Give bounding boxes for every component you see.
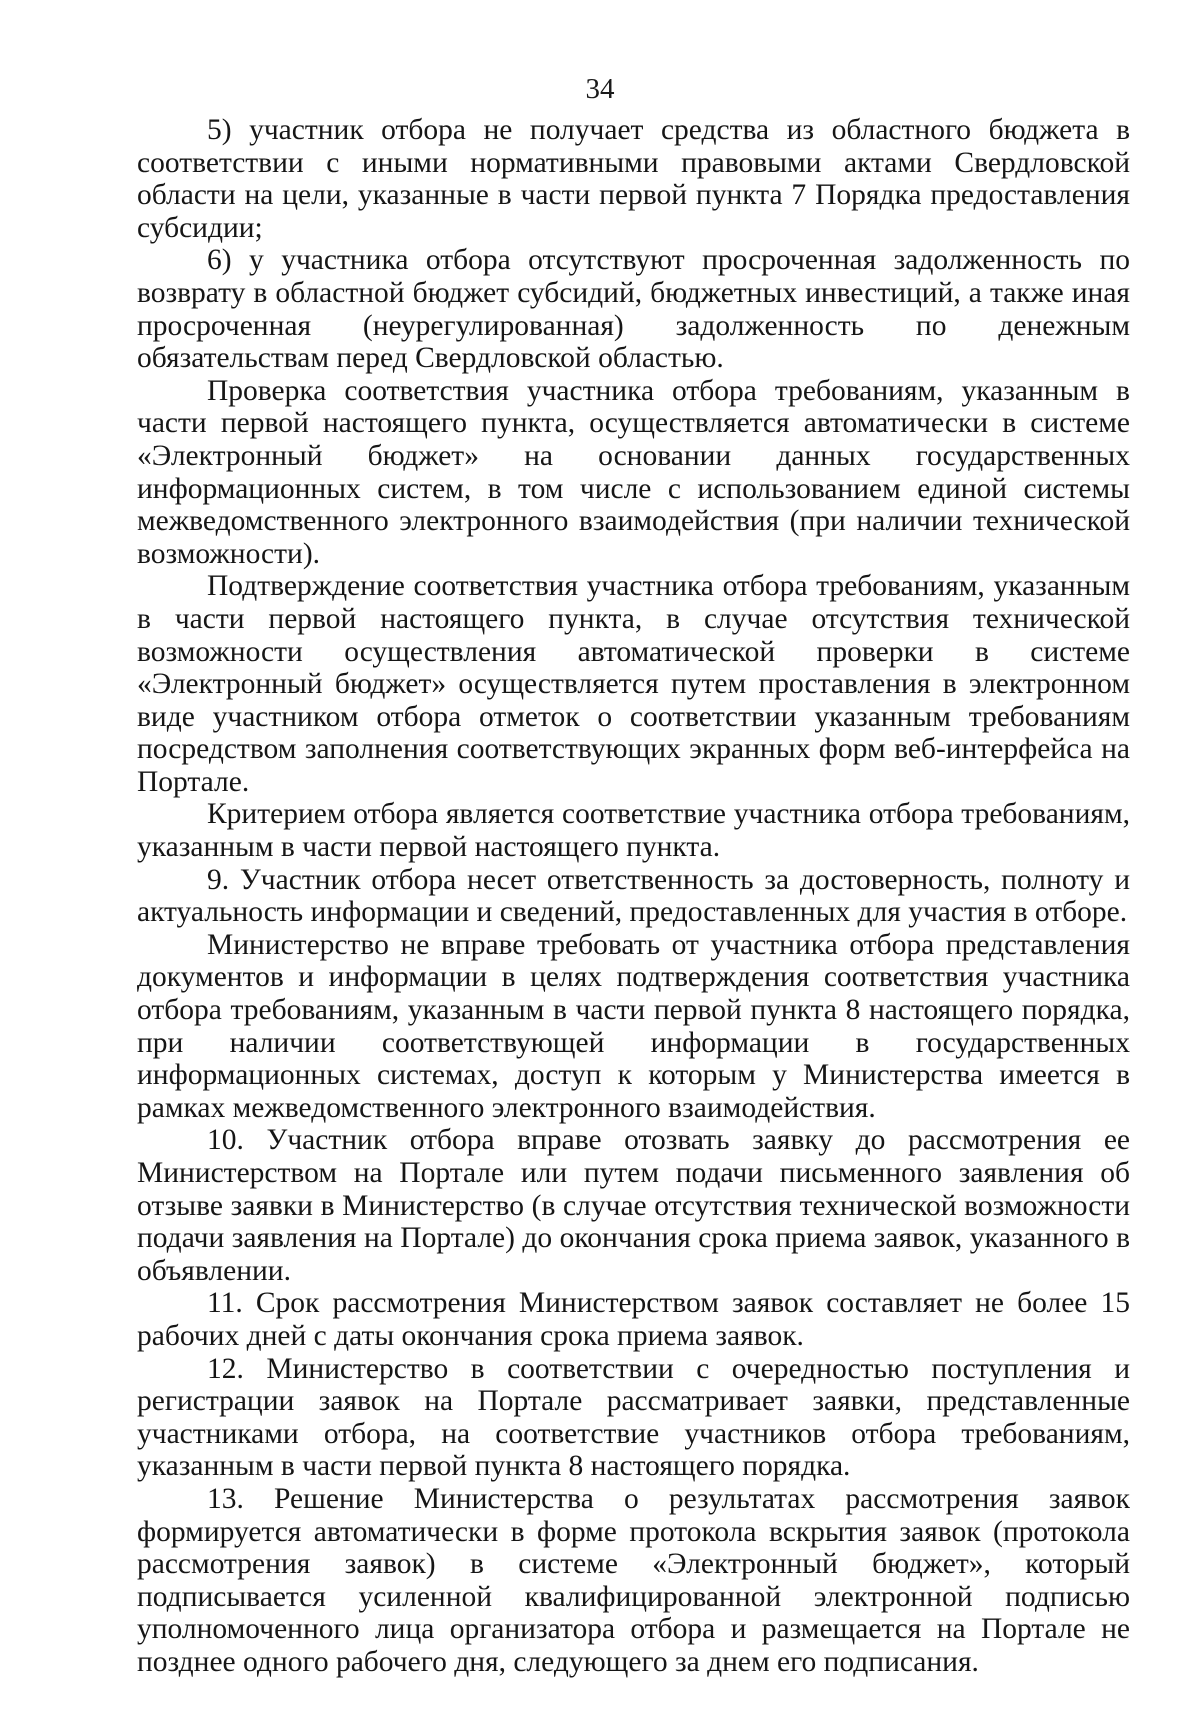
paragraph-item-6: 6) у участника отбора отсутствуют просроченная задолженность по возврату в областной бюджет субсидий, бюджетных инвестиций, а также иная просроченная (неурегулированная) задолженность по денежным обязательствам перед Свердловской областью. [137,244,1130,375]
document-body [137,114,1130,1679]
paragraph-section-12: 12. Министерство в соответствии с очередностью поступления и регистрации заявок на Портале рассматривает заявки, представленные участниками отбора, на соответствие участников отбора требованиям, указанным в части первой пункта 8 настоящего порядка. [137,1352,1130,1483]
paragraph-section-9: 9. Участник отбора несет ответственность за достоверность, полноту и актуальность информации и сведений, предоставленных для участия в отборе. [137,863,1130,929]
paragraph-ministry-rights: Министерство не вправе требовать от участника отбора представления документов и информации в целях подтверждения соответствия участника отбора требованиям, указанным в части первой пункта 8 настоящего порядка, при наличии соответствующей информации в государственных информационных системах, доступ к которым у Министерства имеется в рамках межведомственного электронного взаимодействия. [137,928,1130,1124]
paragraph-confirmation: Подтверждение соответствия участника отбора требованиям, указанным в части первой настоящего пункта, в случае отсутствия технической возможности осуществления автоматической проверки в системе «Электронный бюджет» осуществляется путем проставления в электронном виде участником отбора отметок о соответствии указанным требованиям посредством заполнения соответствующих экранных форм веб-интерфейса на Портале. [137,570,1130,798]
paragraph-section-13: 13. Решение Министерства о результатах рассмотрения заявок формируется автоматически в форме протокола вскрытия заявок (протокола рассмотрения заявок) в системе «Электронный бюджет», который подписывается усиленной квалифицированной электронной подписью уполномоченного лица организатора отбора и размещается на Портале не позднее одного рабочего дня, следующего за днем его подписания. [137,1482,1130,1678]
paragraph-criterion: Критерием отбора является соответствие участника отбора требованиям, указанным в части первой настоящего пункта. [137,798,1130,864]
paragraph-item-5: 5) участник отбора не получает средства из областного бюджета в соответствии с иными нормативными правовыми актами Свердловской области на цели, указанные в части первой пункта 7 Порядка предоставления субсидии; [137,114,1130,244]
paragraph-section-11: 11. Срок рассмотрения Министерством заявок составляет не более 15 рабочих дней с даты окончания срока приема заявок. [137,1287,1130,1352]
paragraph-section-10: 10. Участник отбора вправе отозвать заявку до рассмотрения ее Министерством на Портале или путем подачи письменного заявления об отзыве заявки в Министерство (в случае отсутствия технической возможности подачи заявления на Портале) до окончания срока приема заявок, указанного в объявлении. [137,1124,1130,1287]
page-number: 34 [585,73,615,105]
paragraph-verification: Проверка соответствия участника отбора требованиям, указанным в части первой настоящего пункта, осуществляется автоматически в системе «Электронный бюджет» на основании данных государственных информационных систем, в том числе с использованием единой системы межведомственного электронного взаимодействия (при наличии технической возможности). [137,374,1130,570]
